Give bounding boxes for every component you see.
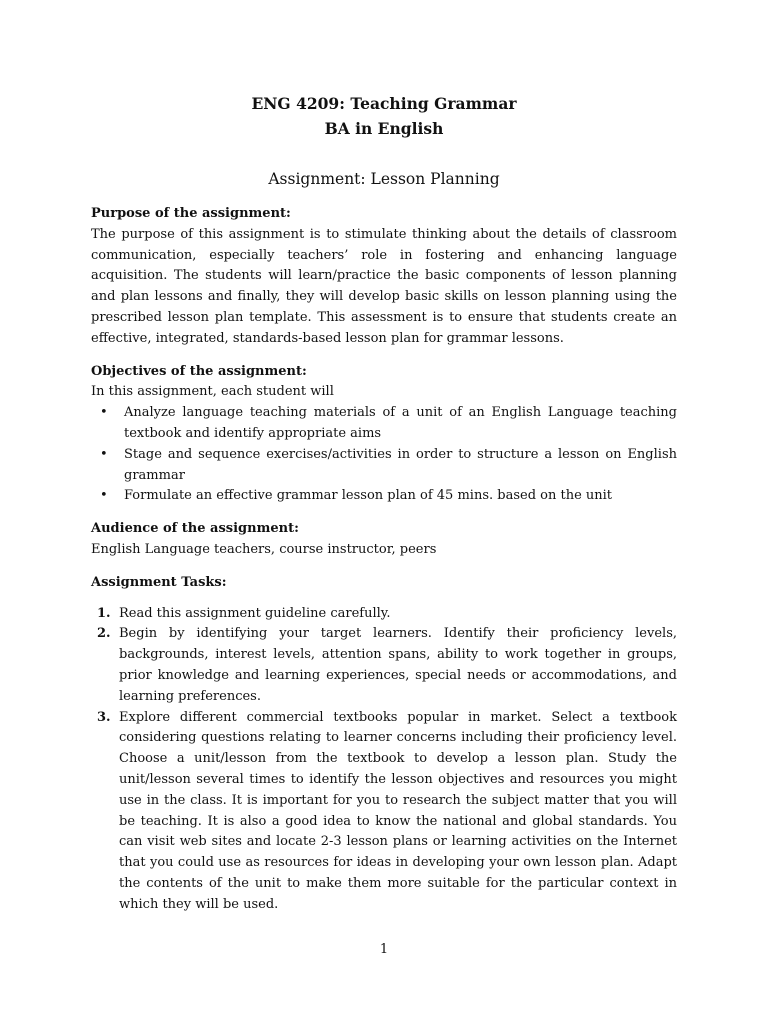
objective-text: Formulate an effective grammar lesson plan of 45 mins. based on the unit	[124, 488, 613, 504]
list-item	[91, 445, 677, 487]
objective-text: Stage and sequence exercises/activities in order to structure a lesson on English grammar	[124, 446, 677, 483]
list-item	[91, 708, 677, 916]
course-title: ENG 4209: Teaching Grammar	[251, 94, 517, 113]
task-number: 2.	[97, 626, 111, 642]
objectives-list	[91, 403, 677, 507]
bullet-icon: •	[100, 446, 108, 462]
task-text: Explore different commercial textbooks popular in market. Select a textbook considering questions relating to learner concerns including their proficiency level. Choose a unit/lesson from the textbook to develop a lesson plan. Study the unit/lesson several times to identify the lesson objectives and resources you might use in the class. It is important for you to research the subject matter that you will be teaching. It is also a good idea to know the national and global standards. You can visit web sites and locate 2-3 lesson plans or learning activities on the Internet that you could use as resources for ideas in developing your own lesson plan. Adapt the contents of the unit to make them more suitable for the particular context in which they will be used.	[119, 709, 677, 912]
task-text: Begin by identifying your target learners. Identify their proficiency levels, backgrounds, interest levels, attention spans, ability to work together in groups, prior knowledge and learning experiences, special needs or accommodations, and learning preferences.	[119, 626, 677, 704]
bullet-icon: •	[100, 488, 108, 504]
document-body	[91, 204, 677, 916]
tasks-list	[91, 604, 677, 916]
tasks-heading: Assignment Tasks:	[91, 574, 227, 590]
objectives-heading: Objectives of the assignment:	[91, 363, 307, 379]
list-item	[91, 486, 677, 507]
list-item	[91, 624, 677, 707]
objective-text: Analyze language teaching materials of a unit of an English Language teaching textbook and identify appropriate aims	[124, 405, 677, 441]
bullet-icon: •	[100, 405, 108, 421]
task-text: Read this assignment guideline carefully.	[119, 605, 391, 621]
program-title: BA in English	[324, 119, 444, 138]
purpose-heading: Purpose of the assignment:	[91, 206, 291, 221]
audience-text: English Language teachers, course instructor, peers	[91, 541, 437, 557]
objectives-intro: In this assignment, each student will	[91, 384, 334, 400]
page-number: 1	[379, 942, 389, 957]
assignment-title: Assignment: Lesson Planning	[268, 170, 500, 188]
task-number: 3.	[97, 709, 111, 725]
audience-heading: Audience of the assignment:	[91, 521, 299, 537]
list-item	[91, 403, 677, 445]
task-number: 1.	[97, 605, 111, 621]
purpose-text: The purpose of this assignment is to stimulate thinking about the details of classroom communication, especially teachers’ role in fostering and enhancing language acquisition. The students will learn/practice the basic components of lesson planning and plan lessons and finally, they will develop basic skills on lesson planning using the prescribed lesson plan template. This assessment is to ensure that students create an effective, integrated, standards-based lesson plan for grammar lessons.	[91, 226, 677, 346]
list-item	[91, 604, 677, 625]
